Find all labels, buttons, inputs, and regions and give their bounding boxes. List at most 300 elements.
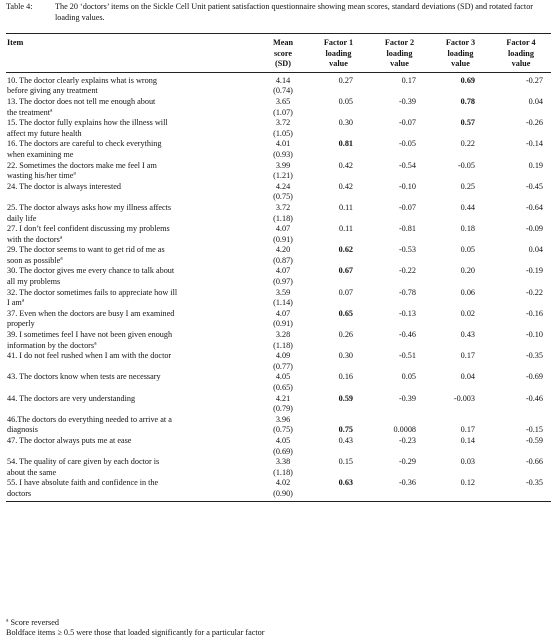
- table-row: [6, 161, 551, 182]
- mean-sd-cell: [258, 288, 308, 309]
- mean-value: 4.02: [275, 478, 291, 488]
- table-body: [6, 72, 551, 501]
- loading-value: -0.14: [525, 139, 543, 149]
- item-text-line: 55. I have absolute faith and confidence in the: [7, 478, 159, 488]
- table-row: [6, 224, 551, 245]
- factor-4-loading: [491, 436, 551, 457]
- loading-value: -0.22: [525, 287, 543, 297]
- item-text-line: 24. The doctor is always interested: [7, 181, 121, 191]
- table-row: [6, 478, 551, 501]
- loading-value: -0.46: [525, 393, 543, 403]
- item-text-line: 13. The doctor does not tell me enough about: [7, 96, 156, 106]
- footnote-boldface: Boldface items ≥ 0.5 were those that loaded significantly for a particular factor: [6, 628, 265, 638]
- item-cell: [6, 436, 258, 457]
- mean-sd-cell: [258, 72, 308, 97]
- loading-value: 0.11: [338, 224, 353, 234]
- mean-value: 3.99: [275, 160, 291, 170]
- loading-value: -0.05: [398, 139, 416, 149]
- header-f4-l3: value: [511, 59, 531, 69]
- factor-2-loading: [369, 478, 430, 501]
- sd-value: (1.18): [273, 467, 293, 477]
- loading-value: 0.19: [528, 160, 543, 170]
- item-cell: [6, 118, 258, 139]
- item-text-line: 32. The doctor sometimes fails to appreciate how ill: [7, 287, 178, 297]
- item-text-line: soon as possible: [7, 255, 61, 265]
- factor-3-loading: [430, 266, 491, 287]
- sd-value: (0.91): [273, 234, 293, 244]
- loading-value: -0.78: [398, 287, 416, 297]
- item-text-line: I am: [7, 298, 22, 308]
- factor-1-loading: [308, 478, 369, 501]
- score-reversed-mark: a: [73, 170, 76, 177]
- loading-value: 0.65: [338, 308, 353, 318]
- sd-value: (0.75): [273, 425, 293, 435]
- factor-4-loading: [491, 309, 551, 330]
- mean-value: 4.24: [275, 181, 291, 191]
- mean-sd-cell: [258, 309, 308, 330]
- loading-value: 0.04: [460, 372, 475, 382]
- factor-1-loading: [308, 351, 369, 372]
- sd-value: (0.77): [273, 361, 293, 371]
- item-cell: [6, 372, 258, 393]
- loading-value: 0.59: [338, 393, 353, 403]
- item-cell: [6, 203, 258, 224]
- mean-sd-cell: [258, 330, 308, 351]
- loading-value: -0.003: [453, 393, 475, 403]
- item-text-line: 37. Even when the doctors are busy I am examined: [7, 308, 175, 318]
- factor-3-loading: [430, 394, 491, 415]
- loading-value: -0.29: [398, 457, 416, 467]
- loading-value: 0.17: [460, 351, 475, 361]
- item-text-line: 39. I sometimes feel I have not been given enough: [7, 330, 173, 340]
- item-text-line: diagnosis: [7, 425, 38, 435]
- mean-sd-cell: [258, 415, 308, 436]
- item-text-line: 46.The doctors do everything needed to arrive at a: [7, 414, 172, 424]
- header-f2-l3: value: [390, 59, 409, 69]
- factor-3-loading: [430, 436, 491, 457]
- table-row: [6, 372, 551, 393]
- mean-value: 4.21: [275, 393, 291, 403]
- factor-4-loading: [491, 394, 551, 415]
- loading-value: -0.27: [525, 75, 543, 85]
- table-row: [6, 457, 551, 478]
- factor-1-loading: [308, 330, 369, 351]
- item-cell: [6, 139, 258, 160]
- factor-1-loading: [308, 288, 369, 309]
- table-row: [6, 203, 551, 224]
- factor-2-loading: [369, 330, 430, 351]
- header-f4-l1: Factor 4: [506, 38, 536, 47]
- loading-value: -0.35: [525, 478, 543, 488]
- item-cell: [6, 330, 258, 351]
- loading-value: -0.45: [525, 181, 543, 191]
- sd-value: (1.18): [273, 340, 293, 350]
- item-cell: [6, 182, 258, 203]
- mean-value: 3.65: [275, 96, 291, 106]
- factor-3-loading: [430, 330, 491, 351]
- item-text-line: 27. I don’t feel confident discussing my problems: [7, 224, 170, 234]
- item-text-line: 47. The doctor always puts me at ease: [7, 435, 132, 445]
- mean-sd-cell: [258, 394, 308, 415]
- footnote-mark: a: [6, 617, 9, 624]
- factor-4-loading: [491, 72, 551, 97]
- factor-3-loading: [430, 203, 491, 224]
- factor-2-loading: [369, 182, 430, 203]
- loading-value: 0.05: [401, 372, 416, 382]
- sd-value: (0.79): [273, 404, 293, 414]
- factor-4-loading: [491, 97, 551, 118]
- item-cell: [6, 245, 258, 266]
- factor-1-loading: [308, 203, 369, 224]
- item-text-line: about the same: [7, 467, 57, 477]
- sd-value: (1.07): [273, 107, 293, 117]
- loading-value: 0.05: [338, 96, 353, 106]
- table-row: [6, 436, 551, 457]
- table-label: Table 4:: [6, 2, 33, 11]
- loading-value: -0.26: [525, 118, 543, 128]
- mean-sd-cell: [258, 436, 308, 457]
- mean-sd-cell: [258, 372, 308, 393]
- mean-value: 4.05: [275, 372, 291, 382]
- item-cell: [6, 97, 258, 118]
- factor-4-loading: [491, 245, 551, 266]
- mean-value: 3.96: [275, 414, 291, 424]
- header-mean-l1: Mean: [272, 38, 293, 47]
- loading-value: 0.22: [460, 139, 475, 149]
- loading-value: 0.44: [460, 202, 475, 212]
- item-cell: [6, 309, 258, 330]
- factor-4-loading: [491, 372, 551, 393]
- item-text-line: doctors: [7, 488, 32, 498]
- factor-1-loading: [308, 394, 369, 415]
- factor-4-loading: [491, 161, 551, 182]
- mean-sd-cell: [258, 97, 308, 118]
- loading-value: 0.57: [460, 118, 475, 128]
- table-header-row: [6, 34, 551, 73]
- factor-1-loading: [308, 139, 369, 160]
- loading-value: 0.69: [460, 75, 475, 85]
- item-text-line: 29. The doctor seems to want to get rid of me as: [7, 245, 165, 255]
- item-cell: [6, 351, 258, 372]
- table-row: [6, 118, 551, 139]
- factor-3-loading: [430, 478, 491, 501]
- factor-4-loading: [491, 478, 551, 501]
- mean-sd-cell: [258, 118, 308, 139]
- factor-4-loading: [491, 351, 551, 372]
- sd-value: (1.18): [273, 213, 293, 223]
- item-text-line: information by the doctors: [7, 340, 95, 350]
- mean-value: 4.07: [275, 308, 291, 318]
- factor-2-loading: [369, 118, 430, 139]
- loading-value: -0.10: [525, 330, 543, 340]
- loading-value: 0.0008: [393, 425, 416, 435]
- loading-value: -0.16: [525, 308, 543, 318]
- loading-value: 0.02: [460, 308, 475, 318]
- factor-4-loading: [491, 288, 551, 309]
- mean-value: 3.59: [275, 287, 291, 297]
- factor-1-loading: [308, 97, 369, 118]
- factor-4-loading: [491, 415, 551, 436]
- mean-sd-cell: [258, 245, 308, 266]
- factor-3-loading: [430, 372, 491, 393]
- loading-value: -0.54: [398, 160, 416, 170]
- item-cell: [6, 288, 258, 309]
- header-f3-l2: loading: [447, 48, 474, 58]
- mean-value: 3.28: [275, 330, 291, 340]
- item-text-line: 25. The doctor always asks how my illness affects: [7, 202, 172, 212]
- score-reversed-mark: a: [59, 233, 63, 240]
- factor-3-loading: [430, 457, 491, 478]
- score-reversed-mark: a: [94, 339, 97, 346]
- table-row: [6, 351, 551, 372]
- loading-value: -0.35: [525, 351, 543, 361]
- factor-2-loading: [369, 288, 430, 309]
- sd-value: (0.91): [273, 319, 293, 329]
- mean-sd-cell: [258, 266, 308, 287]
- loading-value: -0.07: [398, 202, 416, 212]
- loading-value: -0.13: [398, 308, 416, 318]
- mean-value: 4.14: [275, 75, 291, 85]
- factor-2-loading: [369, 245, 430, 266]
- item-text-line: 41. I do not feel rushed when I am with the doctor: [7, 351, 172, 361]
- factor-3-loading: [430, 161, 491, 182]
- loading-value: 0.43: [338, 435, 353, 445]
- factor-1-loading: [308, 457, 369, 478]
- factor-3-loading: [430, 224, 491, 245]
- loading-value: 0.17: [460, 425, 475, 435]
- factor-4-loading: [491, 118, 551, 139]
- mean-value: 4.01: [275, 139, 291, 149]
- header-item-text: Item: [7, 38, 24, 47]
- header-f3-l1: Factor 3: [445, 38, 476, 47]
- factor-3-loading: [430, 309, 491, 330]
- mean-value: 3.72: [275, 202, 291, 212]
- loading-value: 0.11: [338, 202, 353, 212]
- sd-value: (0.74): [273, 86, 293, 96]
- loading-value: -0.53: [398, 245, 416, 255]
- loading-value: 0.42: [338, 181, 353, 191]
- table-row: [6, 245, 551, 266]
- table-row: [6, 139, 551, 160]
- loading-value: 0.25: [460, 181, 475, 191]
- mean-value: 3.72: [275, 118, 291, 128]
- item-text-line: wasting his/her time: [7, 171, 74, 181]
- item-cell: [6, 161, 258, 182]
- loading-value: -0.10: [398, 181, 416, 191]
- footnote-reversed: [6, 618, 264, 628]
- table-row: [6, 97, 551, 118]
- loading-value: -0.39: [398, 96, 416, 106]
- factor-1-loading: [308, 118, 369, 139]
- factor-2-loading: [369, 372, 430, 393]
- loading-value: 0.42: [338, 160, 353, 170]
- factor-4-loading: [491, 203, 551, 224]
- item-cell: [6, 394, 258, 415]
- mean-sd-cell: [258, 478, 308, 501]
- sd-value: (0.90): [273, 488, 293, 498]
- header-f1-l1: Factor 1: [323, 38, 354, 47]
- factor-3-loading: [430, 139, 491, 160]
- header-f1-l2: loading: [325, 48, 352, 58]
- factor-2-loading: [369, 161, 430, 182]
- mean-value: 3.38: [275, 457, 291, 467]
- item-text-line: when examining me: [7, 149, 74, 159]
- item-text-line: 44. The doctors are very understanding: [7, 393, 136, 403]
- item-cell: [6, 415, 258, 436]
- sd-value: (0.97): [273, 277, 293, 287]
- header-f1-l3: value: [329, 59, 348, 69]
- header-f2-l1: Factor 2: [384, 38, 415, 47]
- factor-3-loading: [430, 118, 491, 139]
- loading-value: -0.46: [398, 330, 416, 340]
- table-caption: [6, 2, 551, 23]
- loading-value: 0.30: [338, 351, 353, 361]
- factor-3-loading: [430, 72, 491, 97]
- sd-value: (0.69): [273, 446, 293, 456]
- loading-value: -0.36: [398, 478, 416, 488]
- sd-value: (0.87): [273, 255, 293, 265]
- mean-sd-cell: [258, 457, 308, 478]
- loading-value: 0.75: [338, 425, 353, 435]
- header-factor-3: [430, 34, 491, 73]
- mean-value: 4.09: [275, 351, 291, 361]
- factor-3-loading: [430, 288, 491, 309]
- header-factor-1: [308, 34, 369, 73]
- loading-value: 0.78: [460, 96, 475, 106]
- mean-sd-cell: [258, 224, 308, 245]
- factor-4-loading: [491, 139, 551, 160]
- header-f3-l3: value: [451, 59, 470, 69]
- item-cell: [6, 266, 258, 287]
- mean-sd-cell: [258, 182, 308, 203]
- item-cell: [6, 478, 258, 501]
- item-text-line: 10. The doctor clearly explains what is wrong: [7, 75, 157, 85]
- item-text-line: daily life: [7, 213, 37, 223]
- header-mean-l2: score: [273, 48, 293, 58]
- factor-2-loading: [369, 415, 430, 436]
- mean-sd-cell: [258, 203, 308, 224]
- sd-value: (1.14): [273, 298, 293, 308]
- mean-sd-cell: [258, 139, 308, 160]
- loading-value: -0.19: [525, 266, 543, 276]
- sd-value: (0.75): [273, 192, 293, 202]
- mean-value: 4.05: [275, 435, 291, 445]
- factor-2-loading: [369, 436, 430, 457]
- item-text-line: 16. The doctors are careful to check everything: [7, 139, 162, 149]
- loading-value: 0.81: [338, 139, 353, 149]
- header-f4-l2: loading: [508, 48, 534, 58]
- factor-4-loading: [491, 330, 551, 351]
- table-row: [6, 415, 551, 436]
- factor-2-loading: [369, 72, 430, 97]
- table-row: [6, 266, 551, 287]
- factor-1-loading: [308, 182, 369, 203]
- loading-value: 0.26: [338, 330, 353, 340]
- loading-value: -0.39: [398, 393, 416, 403]
- mean-sd-cell: [258, 161, 308, 182]
- loading-value: 0.03: [460, 457, 475, 467]
- factor-2-loading: [369, 203, 430, 224]
- loading-value: -0.66: [525, 457, 543, 467]
- factor-2-loading: [369, 97, 430, 118]
- header-factor-2: [369, 34, 430, 73]
- factor-2-loading: [369, 351, 430, 372]
- item-text-line: 22. Sometimes the doctors make me feel I am: [7, 160, 157, 170]
- factor-1-loading: [308, 161, 369, 182]
- loading-value: -0.59: [525, 435, 543, 445]
- loading-value: -0.23: [398, 435, 416, 445]
- table-row: [6, 72, 551, 97]
- loading-value: -0.64: [525, 202, 543, 212]
- loading-value: 0.16: [338, 372, 353, 382]
- loading-value: 0.15: [338, 457, 353, 467]
- loading-value: 0.67: [338, 266, 353, 276]
- factor-1-loading: [308, 415, 369, 436]
- item-cell: [6, 224, 258, 245]
- factor-3-loading: [430, 415, 491, 436]
- factor-1-loading: [308, 224, 369, 245]
- item-text-line: with the doctors: [7, 234, 60, 244]
- factor-3-loading: [430, 97, 491, 118]
- loading-value: -0.81: [398, 224, 416, 234]
- loading-value: -0.09: [525, 224, 543, 234]
- header-f2-l2: loading: [386, 48, 413, 58]
- item-text-line: 30. The doctor gives me every chance to talk about: [7, 266, 175, 276]
- factor-1-loading: [308, 372, 369, 393]
- loading-value: 0.27: [338, 75, 353, 85]
- item-cell: [6, 72, 258, 97]
- factor-4-loading: [491, 224, 551, 245]
- item-text-line: the treatment: [7, 107, 50, 117]
- factor-1-loading: [308, 245, 369, 266]
- factor-2-loading: [369, 139, 430, 160]
- header-factor-4: [491, 34, 551, 73]
- loading-value: -0.15: [525, 425, 543, 435]
- loading-value: -0.22: [398, 266, 416, 276]
- mean-value: 4.07: [275, 266, 291, 276]
- table-footnotes: [6, 618, 264, 639]
- loading-value: -0.05: [457, 160, 475, 170]
- factor-2-loading: [369, 309, 430, 330]
- factor-2-loading: [369, 266, 430, 287]
- loading-value: 0.14: [460, 435, 475, 445]
- factor-4-loading: [491, 266, 551, 287]
- item-cell: [6, 457, 258, 478]
- factor-3-loading: [430, 351, 491, 372]
- factor-1-loading: [308, 72, 369, 97]
- header-mean: [258, 34, 308, 73]
- loading-value: 0.06: [460, 287, 475, 297]
- loading-value: -0.69: [525, 372, 543, 382]
- item-text-line: affect my future health: [7, 128, 82, 138]
- mean-value: 4.07: [275, 224, 291, 234]
- score-reversed-mark: a: [21, 297, 25, 304]
- item-text-line: 43. The doctors know when tests are necessary: [7, 372, 161, 382]
- table-caption-text: The 20 ‘doctors’ items on the Sickle Cell Unit patient satisfaction questionnaire showing mean scores, standard deviations (SD) and rotated factor loading values.: [55, 2, 534, 22]
- score-reversed-mark: a: [60, 255, 63, 262]
- table-row: [6, 288, 551, 309]
- factor-4-loading: [491, 457, 551, 478]
- loading-value: 0.63: [338, 478, 353, 488]
- loading-value: 0.30: [338, 118, 353, 128]
- mean-value: 4.20: [275, 245, 291, 255]
- loading-value: 0.18: [460, 224, 475, 234]
- footnote-reversed-text: Score reversed: [10, 618, 59, 627]
- item-text-line: before giving any treatment: [7, 86, 98, 96]
- loading-value: 0.12: [460, 478, 475, 488]
- factor-4-loading: [491, 182, 551, 203]
- loading-value: 0.20: [460, 266, 475, 276]
